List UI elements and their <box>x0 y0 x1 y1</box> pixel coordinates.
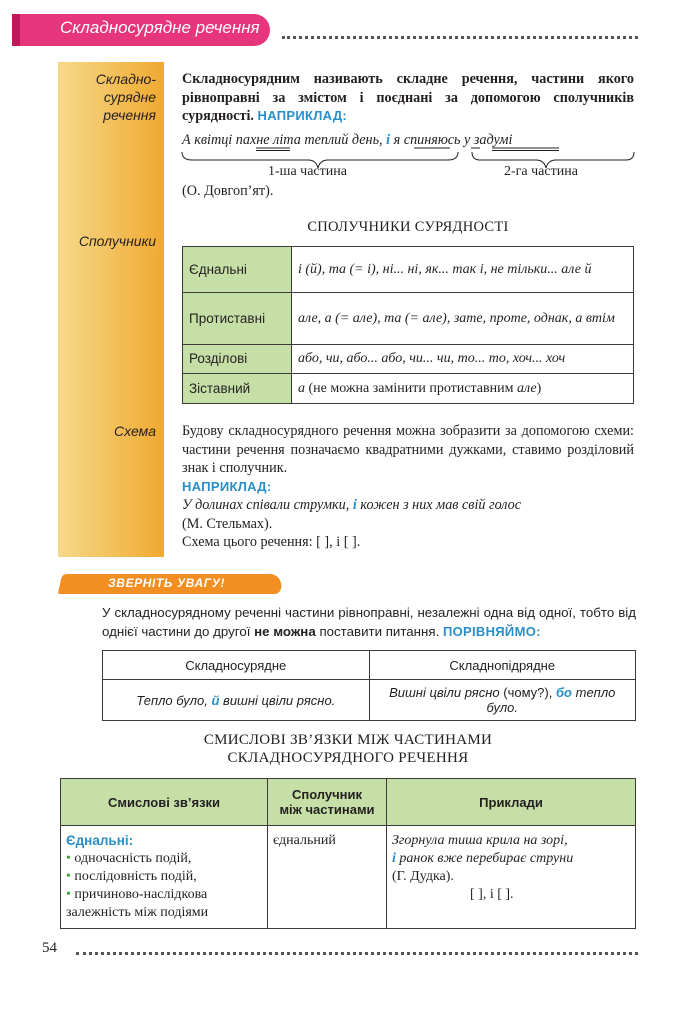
scheme-line: Схема цього речення: [ ], і [ ]. <box>182 534 361 550</box>
part-1-label: 1-ша частина <box>268 164 347 179</box>
example-part-2: я спиняюсь у задумі <box>393 132 513 148</box>
column-header-line: між частинами <box>279 802 375 817</box>
sidebar-term-scheme: Схема <box>114 423 156 439</box>
sidebar-term-conjunctions: Сполучники <box>78 233 156 249</box>
table-row <box>183 293 634 345</box>
header-dotted-rule <box>282 36 638 39</box>
example-part: Вишні цвіли рясно <box>389 685 500 700</box>
scheme-paragraph <box>182 422 634 552</box>
page-number: 54 <box>42 940 57 956</box>
relation-cell <box>61 826 268 929</box>
example-part: вишні цвіли рясно. <box>223 692 336 708</box>
column-header: Смислові зв’язки <box>61 779 268 826</box>
list-item-text: залежність між подіями <box>66 905 209 920</box>
sidebar-term-line: сурядне <box>103 89 156 105</box>
list-item: • причиново-наслідкова <box>66 887 208 902</box>
list-item-text: причиново-наслідкова <box>74 887 208 902</box>
chapter-tab-edge <box>12 14 20 46</box>
part-2-label: 2-га частина <box>504 164 578 179</box>
table-row <box>183 345 634 374</box>
list-item-text: послідовність подій, <box>74 869 197 884</box>
table-row <box>103 680 636 721</box>
example-part: ранок вже перебирає струни <box>399 851 574 866</box>
example-line <box>392 850 630 868</box>
attention-text <box>102 604 636 641</box>
table-row <box>183 374 634 404</box>
example-part-1: А квітці пахне літа теплий день, <box>182 132 383 148</box>
table-row <box>183 247 634 293</box>
definition-text: Складносурядним називають складне речення, частини якого рівноправні за змістом і поєднані за допомогою сполучників сурядності. <box>182 71 634 124</box>
footer-dotted-rule <box>76 952 638 955</box>
example-source: (М. Стельмах). <box>182 515 273 532</box>
semantic-title-line: СКЛАДНОСУРЯДНОГО РЕЧЕННЯ <box>227 750 469 766</box>
example-part: Тепло було, <box>136 692 208 708</box>
example-conjunction: й <box>211 692 220 708</box>
comparison-table <box>102 650 636 721</box>
example-source: (О. Довгоп’ят). <box>182 183 274 199</box>
example-part-2: кожен з них мав свій голос <box>360 497 522 513</box>
attention-text-bold: не можна <box>254 623 316 639</box>
column-header: Складносурядне <box>103 651 370 680</box>
example-conjunction: і <box>352 497 357 513</box>
semantic-title <box>60 731 636 767</box>
conjunctions-table <box>182 246 634 404</box>
example-conjunction: і <box>392 851 396 866</box>
relation-type: Єднальні: <box>66 833 134 848</box>
column-header-line: Сполучник <box>291 787 363 802</box>
table-row <box>103 651 636 680</box>
attention-banner-text: ЗВЕРНІТЬ УВАГУ! <box>108 576 226 590</box>
conj-type: Протиставні <box>183 293 292 345</box>
conj-type: Єднальні <box>183 247 292 293</box>
list-item-text: одночасність подій, <box>74 851 192 866</box>
column-header: Складнопідрядне <box>369 651 636 680</box>
example-conjunction: і <box>386 132 391 148</box>
example-label: НАПРИКЛАД: <box>257 108 348 123</box>
example-conjunction: бо <box>555 685 572 700</box>
attention-text-part: У складносурядному реченні частини рівноправні, незалежні одна від одної, тобто від однієї частини до другої <box>102 605 636 639</box>
conj-examples: або, чи, або... або, чи... чи, то... то, хоч... хоч <box>292 345 634 374</box>
column-header <box>268 779 387 826</box>
conj-examples: а (не можна замінити протиставним але) <box>292 374 634 404</box>
example-part: тепло було. <box>486 685 616 715</box>
list-item: • послідовність подій, <box>66 869 197 884</box>
sidebar-term-compound <box>96 70 156 124</box>
example-cell <box>387 826 636 929</box>
example-part-1: У долинах співали струмки, <box>182 497 350 513</box>
conj-type: Розділові <box>183 345 292 374</box>
example-source: (Г. Дудка). <box>392 869 454 884</box>
semantic-title-line: СМИСЛОВІ ЗВ’ЯЗКИ МІЖ ЧАСТИНАМИ <box>203 732 493 748</box>
column-header: Приклади <box>387 779 636 826</box>
list-item: • одночасність подій, <box>66 851 192 866</box>
example-question: (чому?), <box>503 685 553 700</box>
scheme-example <box>182 496 634 515</box>
sidebar-term-line: речення <box>103 107 156 123</box>
conjunctions-title: СПОЛУЧНИКИ СУРЯДНОСТІ <box>307 219 509 235</box>
table-header-row <box>61 779 636 826</box>
complex-example <box>369 680 636 721</box>
attention-text-part: поставити питання. <box>319 623 440 639</box>
semantic-table <box>60 778 636 929</box>
chapter-title: Складносурядне речення <box>60 18 260 37</box>
definition-paragraph <box>182 70 634 126</box>
compare-label: ПОРІВНЯЙМО: <box>442 623 541 639</box>
conj-examples: і (й), та (= і), ні... ні, як... так і, не тільки... але й <box>292 247 634 293</box>
example-line: Згорнула тиша крила на зорі, <box>392 833 568 848</box>
conjunction-cell: єднальний <box>268 826 387 929</box>
sidebar-term-line: Складно- <box>95 71 156 87</box>
example-label: НАПРИКЛАД: <box>182 478 272 494</box>
conj-type: Зіставний <box>183 374 292 404</box>
table-row <box>61 826 636 929</box>
scheme-text: Будову складносурядного речення можна зобразити за допомогою схеми: частини речення позначаємо квадратними дужками, ставимо розділовий знак і сполучник. <box>182 423 634 476</box>
sidebar-strip <box>58 62 164 557</box>
example-scheme: [ ], і [ ]. <box>470 887 514 902</box>
conj-examples: але, а (= але), та (= але), зате, проте, однак, а втім <box>292 293 634 345</box>
compound-example <box>103 680 370 721</box>
